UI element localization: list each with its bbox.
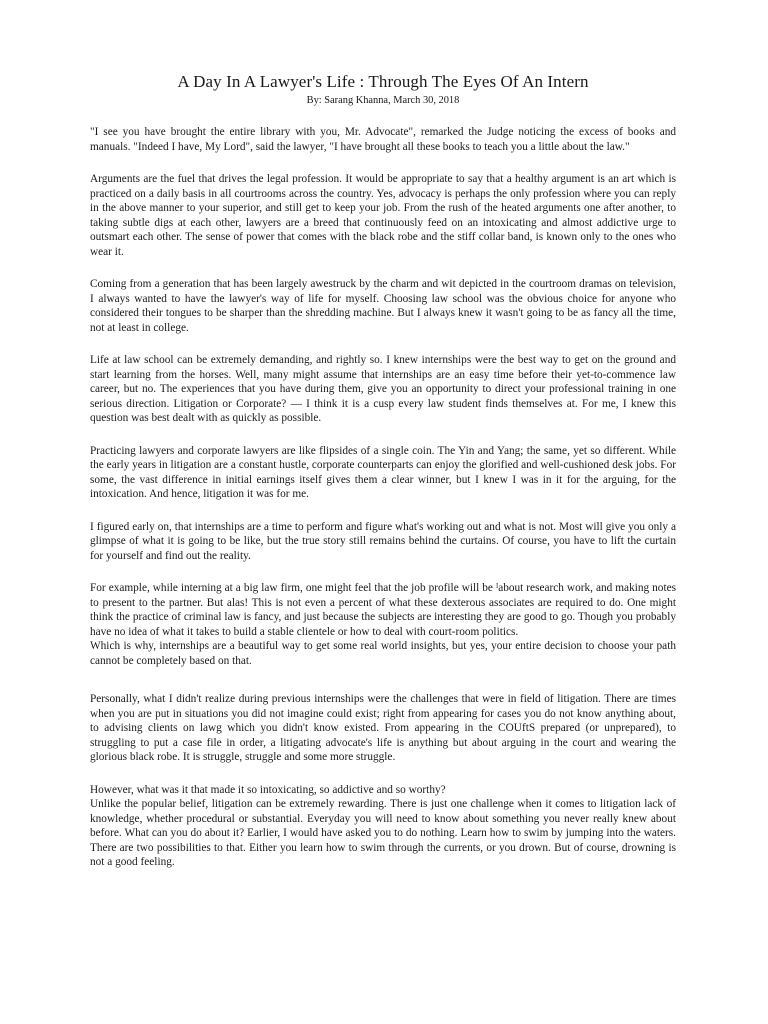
paragraph: Unlike the popular belief, litigation can be extremely rewarding. There is just one challenge when it comes to litigation lack of knowledge, whether procedural or substantial. Everyday you will need to know about something you never really knew about before. What can you do about it? Earlier, I would have asked you to do nothing. Learn how to swim by jumping into the waters. There are two possibilities to that. Either you learn how to swim through the currents, or you drown. But of course, drowning is not a good feeling. (90, 798, 676, 868)
paragraph: Coming from a generation that has been largely awestruck by the charm and wit depicted in the courtroom dramas on television, I always wanted to have the lawyer's way of life for myself. Choosing law school was the obvious choice for anyone who considered their tongues to be sharper than the shredding machine. But I always knew it wasn't going to be as fancy all the time, not at least in college. (90, 278, 676, 334)
paragraph: Life at law school can be extremely demanding, and rightly so. I knew internships were the best way to get on the ground and start learning from the horses. Well, many might assume that internships are an easy time before their yet-to-commence law career, but no. The experiences that you have during them, give you an opportunity to direct your professional training in one serious direction. Litigation or Corporate? — I think it is a cusp every law student finds themselves at. For me, I knew this question was best dealt with as quickly as possible. (90, 354, 676, 424)
paragraph: Arguments are the fuel that drives the legal profession. It would be appropriate to say that a healthy argument is an art which is practiced on a daily basis in all courtrooms across the country. Yes, advocacy is perhaps the only profession where you can reply in the above manner to your superior, and still get to keep your job. From the rush of the heated arguments one after another, to taking subtle digs at each other, lawyers are a breed that continuously feed on an intoxicating and almost addictive urge to outsmart each other. The sense of power that comes with the black robe and the stiff collar band, is known only to the ones who wear it. (90, 173, 676, 258)
paragraph: "I see you have brought the entire library with you, Mr. Advocate", remarked the Judge noticing the excess of books and manuals. "Indeed I have, My Lord", said the lawyer, "I have brought all these books to teach you a little about the law." (90, 126, 676, 153)
paragraph: Practicing lawyers and corporate lawyers are like flipsides of a single coin. The Yin and Yang; the same, yet so different. While the early years in litigation are a constant hustle, corporate counterparts can enjoy the glorified and well-cushioned desk jobs. For some, the vast difference in initial earnings itself gives them a clear winner, but I knew I was in it for the arguing, for the intoxication. And hence, litigation it was for me. (90, 444, 676, 500)
paragraph: For example, while interning at a big law firm, one might feel that the job profile will be ᴵabout research work, and making notes to present to the partner. But alas! This is not even a percent of what these dexterous associates are required to do. One might think the practice of criminal law is fancy, and just because the subjects are interesting they are good to go. Though you probably have no idea of what it takes to build a stable clientele or how to deal with court-room politics. (90, 582, 676, 638)
article-body (90, 125, 676, 870)
paragraph: Which is why, internships are a beautiful way to get some real world insights, but yes, your entire decision to choose your path cannot be completely based on that. (90, 640, 676, 667)
article-byline: By: Sarang Khanna, March 30, 2018 (306, 95, 460, 106)
paragraph: I figured early on, that internships are a time to perform and figure what's working out and what is not. Most will give you only a glimpse of what it is going to be like, but the true story still remains behind the curtains. Of course, you have to lift the curtain for yourself and find out the reality. (90, 520, 676, 562)
article-title: A Day In A Lawyer's Life : Through The Eyes Of An Intern (177, 72, 589, 91)
paragraph: Personally, what I didn't realize during previous internships were the challenges that were in field of litigation. There are times when you are put in situations you did not imagine could exist; right from appearing for cases you do not know anything about, to advising clients on lawg which you didn't know existed. From appearing in the COUftS prepared (or unprepared), to struggling to put a case file in order, a litigating advocate's life is anything but about arguing in the court and wearing the glorious black robe. It is struggle, struggle and some more struggle. (90, 693, 676, 763)
document-page (90, 72, 676, 870)
paragraph: However, what was it that made it so intoxicating, so addictive and so worthy? (90, 783, 446, 796)
